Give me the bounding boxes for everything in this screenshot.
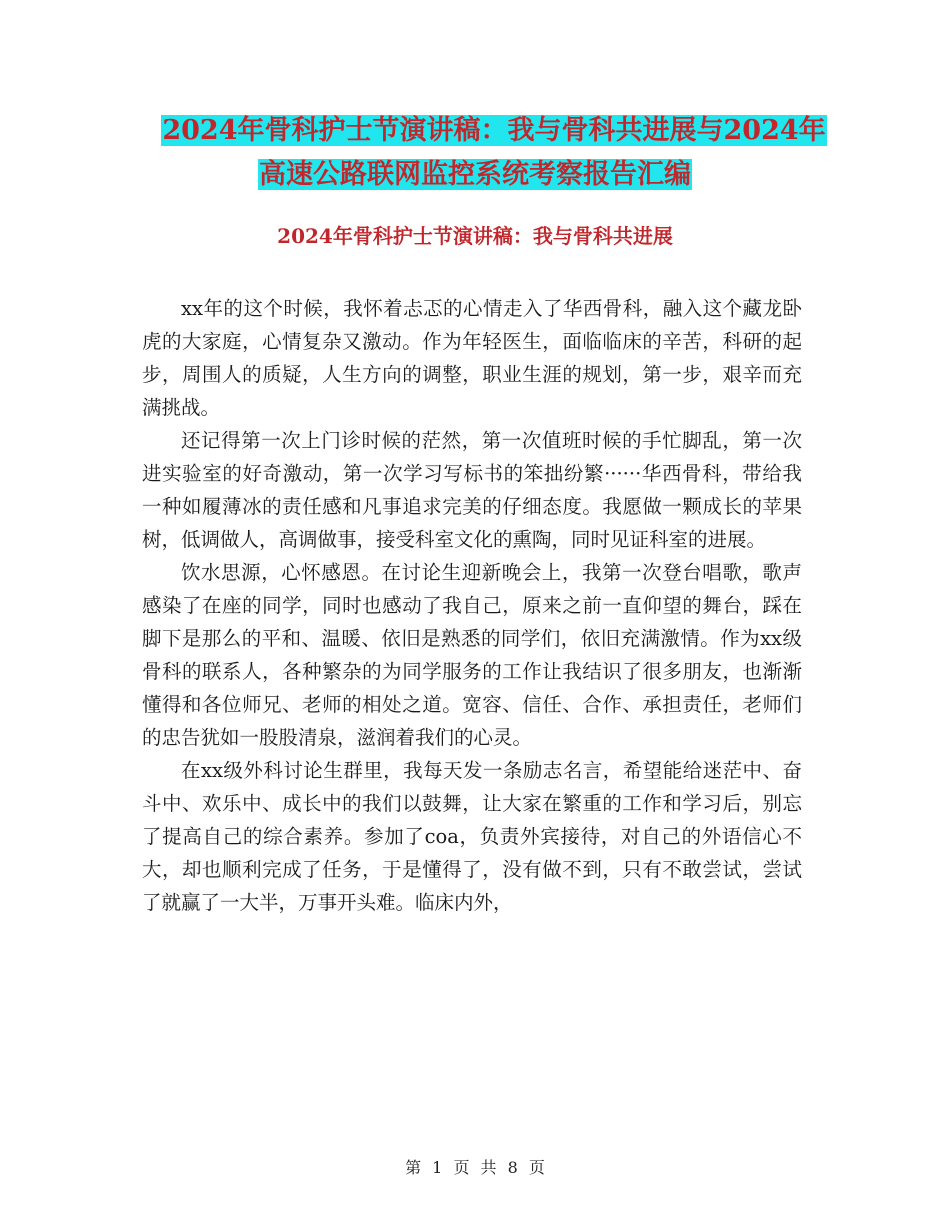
document-title-line-1: [0, 112, 950, 150]
document-title-line-2: [0, 156, 950, 194]
paragraph: 在xx级外科讨论生群里，我每天发一条励志名言，希望能给迷茫中、奋斗中、欢乐中、成长中的我们以鼓舞，让大家在繁重的工作和学习后，别忘了提高自己的综合素养。参加了coa，负责外宾接待，对自己的外语信心不大，却也顺利完成了任务，于是懂得了，没有做不到，只有不敢尝试，尝试了就赢了一大半，万事开头难。临床内外，: [142, 759, 802, 914]
paragraph: xx年的这个时候，我怀着忐忑的心情走入了华西骨科，融入这个藏龙卧虎的大家庭，心情复杂又激动。作为年轻医生，面临临床的辛苦，科研的起步，周围人的质疑，人生方向的调整，职业生涯的规划，第一步，艰辛而充满挑战。: [142, 297, 802, 419]
title-highlight-2: 高速公路联网监控系统考察报告汇编: [259, 159, 691, 190]
body-text: [142, 292, 802, 919]
paragraph: 饮水思源，心怀感恩。在讨论生迎新晚会上，我第一次登台唱歌，歌声感染了在座的同学，同时也感动了我自己，原来之前一直仰望的舞台，踩在脚下是那么的平和、温暖、依旧是熟悉的同学们，依旧充满激情。作为xx级骨科的联系人，各种繁杂的为同学服务的工作让我结识了很多朋友，也渐渐懂得和各位师兄、老师的相处之道。宽容、信任、合作、承担责任，老师们的忠告犹如一股股清泉，滋润着我们的心灵。: [142, 561, 802, 749]
page-footer: 第 1 页 共 8 页: [405, 1158, 545, 1177]
section-heading: 2024年骨科护士节演讲稿：我与骨科共进展: [277, 224, 673, 248]
title-highlight-1: 2024年骨科护士节演讲稿：我与骨科共进展与2024年: [162, 115, 826, 146]
paragraph: 还记得第一次上门诊时候的茫然，第一次值班时候的手忙脚乱，第一次进实验室的好奇激动，第一次学习写标书的笨拙纷繁······华西骨科，带给我一种如履薄冰的责任感和凡事追求完美的仔细态度。我愿做一颗成长的苹果树，低调做人，高调做事，接受科室文化的熏陶，同时见证科室的进展。: [142, 429, 802, 551]
